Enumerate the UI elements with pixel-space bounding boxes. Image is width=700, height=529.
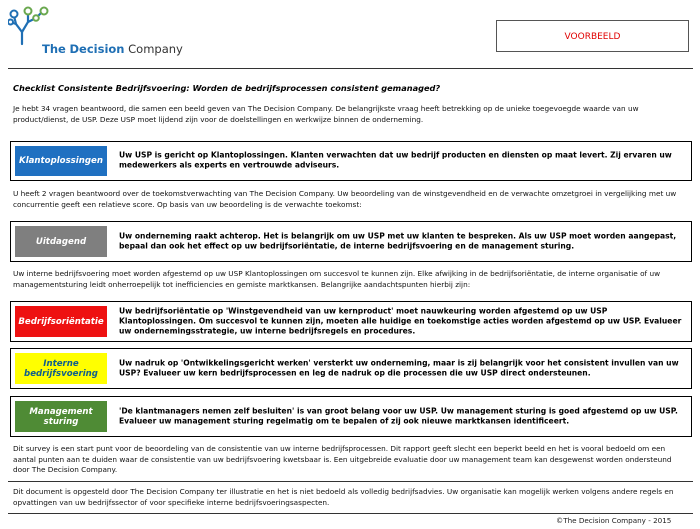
usp-label: Klantoplossingen	[15, 146, 107, 176]
survey-paragraph: Dit survey is een start punt voor de beoordeling van de consistentie van uw interne bedrijfsprocessen. Dit rapport geeft slecht een beperkt beeld en het is vooral bedoeld om een aantal punten aan te duiden waar de consistentie van uw bedrijfsvoering kwetsbaar is. Een uitgebreide evaluatie door uw management team kan desgewenst worden ondersteund door The Decision Company.	[13, 444, 672, 474]
point-text: Uw nadruk op 'Ontwikkelingsgericht werken' versterkt uw onderneming, maar is zij belangrijk voor het consistent invullen van uw USP? Evalueer uw kern bedrijfsprocessen en leg de nadruk op die processen die uw USP direct ondersteunen.	[119, 358, 679, 378]
point-label: Bedrijfsoriëntatie	[15, 306, 107, 337]
copyright-divider	[8, 513, 693, 514]
point-box-bedrijfsorientatie	[10, 301, 692, 342]
disclaimer-paragraph: Dit document is opgesteld door The Decision Company ter illustratie en het is niet bedoeld als volledig bedrijfsadvies. Uw organisatie kan mogelijk werken volgens andere regels en opvattingen van uw bedrijfssector of voor specifieke interne bedrijfsvoeringsaspecten.	[13, 487, 674, 507]
header-divider	[8, 68, 693, 69]
point-text: Uw bedrijfsoriëntatie op 'Winstgevendheid van uw kernproduct' moet nauwkeuring worden afgestemd op uw USP Klantoplossingen. Om succesvol te kunnen zijn, moeten alle huidige en toekomstige acties worden afgestemd op uw USP. Evalueer uw ondernemingsstrategie, uw interne bedrijfsregels en procedures.	[119, 305, 682, 336]
point-label: Interne bedrijfsvoering	[15, 353, 107, 384]
point-text: 'De klantmanagers nemen zelf besluiten' is van groot belang voor uw USP. Uw management sturing is goed afgestemd op uw USP. Evalueer uw management sturing regelmatig om te bepalen of zij ook nieuwe marktkansen identificeert.	[119, 406, 678, 426]
point-box-interne-bedrijfsvoering	[10, 348, 692, 389]
future-label: Uitdagend	[15, 226, 107, 257]
company-logo	[8, 6, 183, 61]
future-text: Uw onderneming raakt achterop. Het is belangrijk om uw USP met uw klanten te bespreken. Als uw USP moet worden aangepast, bepaal dan ook het effect op uw bedrijfsoriëntatie, de interne bedrijfsvoering en de management sturing.	[119, 231, 677, 251]
point-label: Management sturing	[15, 401, 107, 432]
logo-wordmark: The Decision Company	[42, 42, 183, 56]
page-title: Checklist Consistente Bedrijfsvoering: Worden de bedrijfsprocessen consistent gemanaged?	[13, 83, 441, 93]
footer-divider	[8, 481, 693, 482]
point-box-management-sturing	[10, 396, 692, 437]
tree-logo-icon	[8, 6, 56, 46]
voorbeeld-badge: VOORBEELD	[496, 20, 689, 52]
future-paragraph: U heeft 2 vragen beantwoord over de toekomstverwachting van The Decision Company. Uw beoordeling van de winstgevendheid en de verwachte omzetgroei in vergelijking met uw concurrentie geeft een relatieve score. Op basis van uw beoordeling is de verwachte toekomst:	[13, 189, 677, 209]
internal-paragraph: Uw interne bedrijfsvoering moet worden afgestemd op uw USP Klantoplossingen om succesvol te kunnen zijn. Elke afwijking in de bedrijfsoriëntatie, de interne organisatie of uw managementsturing leidt onherroepelijk tot inefficiencies en gemiste marktkansen. Belangrijke aandachtspunten hierbij zijn:	[13, 269, 661, 289]
usp-box	[10, 141, 692, 181]
future-box	[10, 221, 692, 262]
usp-text: Uw USP is gericht op Klantoplossingen. Klanten verwachten dat uw bedrijf producten en diensten op maat levert. Zij ervaren uw medewerkers als experts en vertrouwde adviseurs.	[119, 150, 672, 170]
copyright-text: ©The Decision Company - 2015	[556, 516, 672, 525]
intro-paragraph: Je hebt 34 vragen beantwoord, die samen een beeld geven van The Decision Company. De belangrijkste vraag heeft betrekking op de unieke toegevoegde waarde van uw product/dienst, de USP. Deze USP moet lijdend zijn voor de doelstellingen en werkwijze binnen de onderneming.	[13, 104, 639, 124]
